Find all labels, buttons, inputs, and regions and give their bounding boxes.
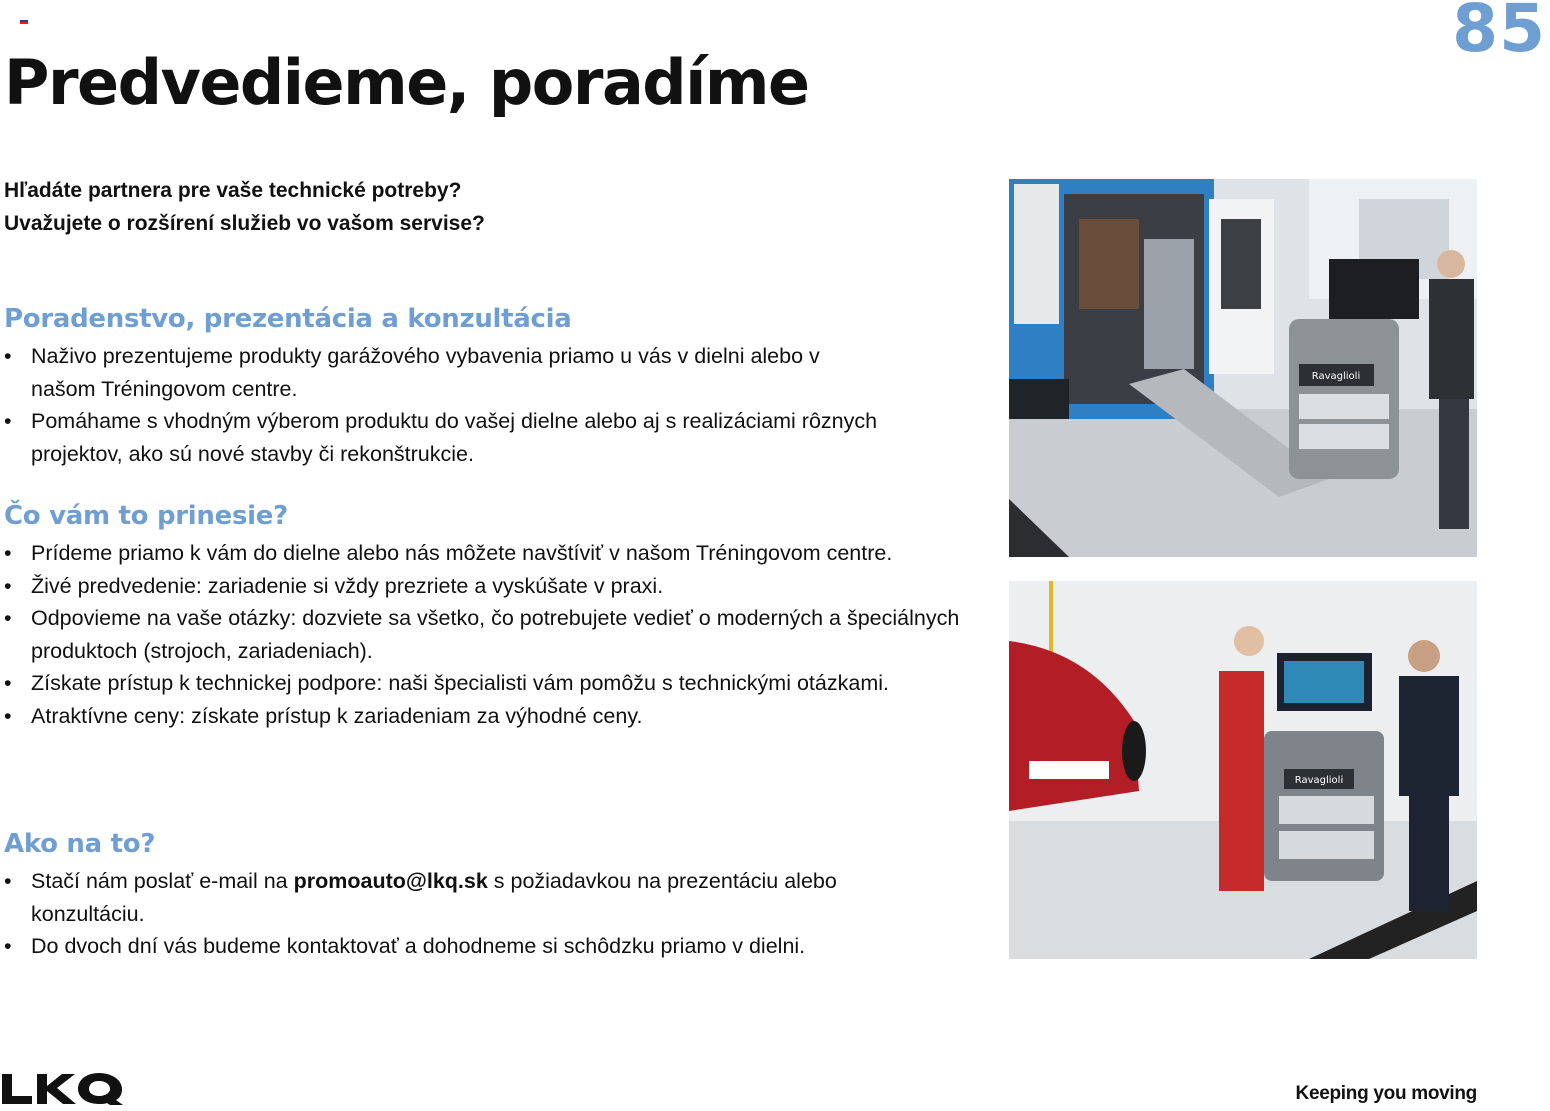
section-heading: Poradenstvo, prezentácia a konzultácia	[4, 304, 572, 334]
list-item: • Pomáhame s vhodným výberom produktu do vašej dielne alebo aj s realizáciami rôznych projektov, ako sú nové stavby či rekonštrukcie.	[4, 405, 931, 470]
bullet-list	[4, 537, 964, 732]
intro-line-2: Uvažujete o rozšírení služieb vo vašom servise?	[4, 212, 485, 235]
section-benefits	[4, 497, 964, 732]
list-item: • Prídeme priamo k vám do dielne alebo nás môžete navštíviť v našom Tréningovom centre.	[4, 537, 951, 570]
list-item: • Odpovieme na vaše otázky: dozviete sa všetko, čo potrebujete vedieť o moderných a špeciálnych produktoch (strojoch, zariadeniach).	[4, 602, 961, 667]
bullet-list	[4, 865, 964, 963]
list-item: • Naživo prezentujeme produkty garážového vybavenia priamo u vás v dielni alebo v našom Tréningovom centre.	[4, 340, 871, 405]
list-item-text: s požiadavkou na prezentáciu alebo konzultáciu.	[31, 869, 837, 926]
tagline: Keeping you moving	[1295, 1083, 1477, 1104]
lkq-logo	[2, 1072, 124, 1111]
section-consulting	[4, 300, 964, 470]
bullet-list	[4, 340, 964, 470]
page-title: Predvedieme, poradíme	[4, 46, 809, 119]
intro	[4, 174, 485, 240]
svg-text:Ravaglioli: Ravaglioli	[1294, 775, 1344, 786]
slovak-flag-icon	[20, 18, 28, 24]
intro-line-1: Hľadáte partnera pre vaše technické potreby?	[4, 179, 462, 202]
page-number: 85	[1452, 0, 1546, 67]
list-item: • Živé predvedenie: zariadenie si vždy prezriete a vyskúšate v praxi.	[4, 570, 961, 603]
photo-alignment-demo	[1009, 581, 1477, 959]
list-item: • Získate prístup k technickej podpore: naši špecialisti vám pomôžu s technickými otázkami.	[4, 667, 931, 700]
section-how-to	[4, 825, 964, 963]
list-item-text: Stačí nám poslať e-mail na	[31, 869, 294, 893]
svg-text:Ravaglioli: Ravaglioli	[1311, 371, 1361, 382]
list-item	[4, 865, 891, 930]
list-item: • Do dvoch dní vás budeme kontaktovať a dohodneme si schôdzku priamo v dielni.	[4, 930, 961, 963]
section-heading: Ako na to?	[4, 829, 156, 859]
email-link[interactable]: promoauto@lkq.sk	[293, 869, 488, 893]
list-item: • Atraktívne ceny: získate prístup k zariadeniam za výhodné ceny.	[4, 700, 961, 733]
section-heading: Čo vám to prinesie?	[4, 501, 288, 531]
photo-van-unloading	[1009, 179, 1477, 557]
